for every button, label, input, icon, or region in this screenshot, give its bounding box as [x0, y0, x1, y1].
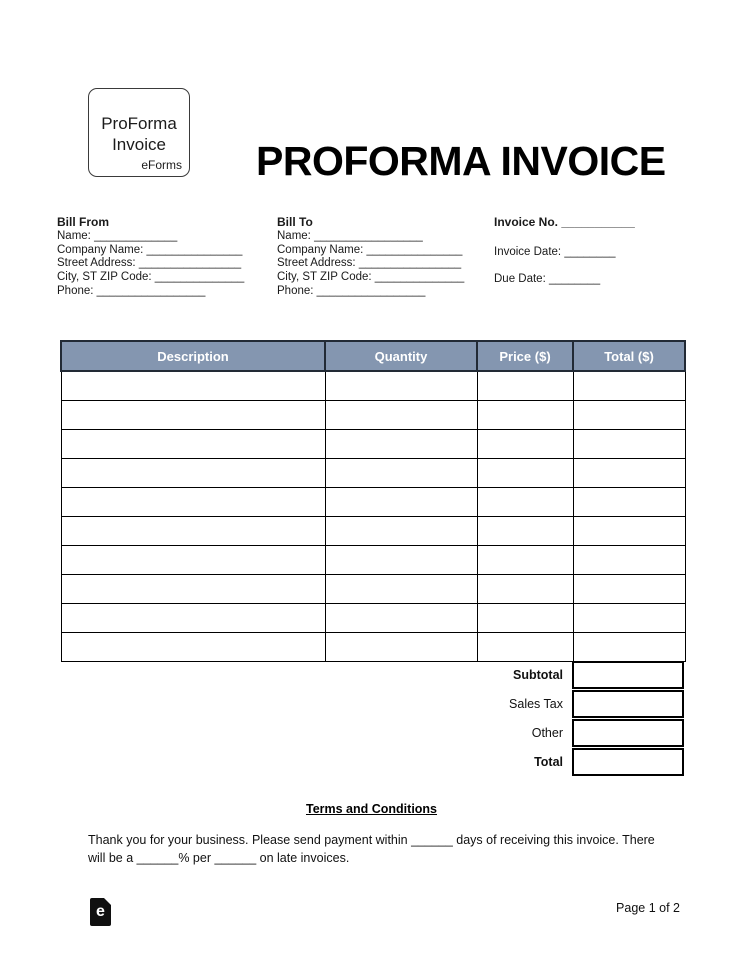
table-row	[61, 574, 685, 603]
bill-to-heading: Bill To	[277, 215, 313, 229]
table-cell-empty	[61, 371, 325, 400]
table-cell-empty	[573, 574, 685, 603]
bill-from-phone-field: Phone: _________________	[57, 284, 206, 297]
page-indicator: Page 1 of 2	[616, 901, 680, 915]
table-cell-empty	[477, 545, 573, 574]
column-header-price: Price ($)	[477, 341, 573, 371]
bill-from-street-field: Street Address: ________________	[57, 257, 242, 270]
sales-tax-row	[60, 690, 684, 718]
table-cell-empty	[61, 574, 325, 603]
table-cell-empty	[61, 400, 325, 429]
terms-heading: Terms and Conditions	[305, 802, 438, 816]
terms-line1: Thank you for your business. Please send payment within ______ days of receiving this invoice. There	[88, 833, 655, 847]
bill-to-phone-field: Phone: _________________	[277, 284, 426, 297]
table-cell-empty	[61, 632, 325, 661]
table-cell-empty	[61, 516, 325, 545]
page-title: PROFORMA INVOICE	[256, 138, 666, 184]
column-header-total: Total ($)	[573, 341, 685, 371]
table-cell-empty	[573, 429, 685, 458]
table-cell-empty	[477, 574, 573, 603]
table-cell-empty	[325, 632, 477, 661]
logo-brand-name: eForms	[141, 158, 182, 172]
table-cell-empty	[61, 603, 325, 632]
table-cell-empty	[477, 400, 573, 429]
bill-to-city-field: City, ST ZIP Code: ______________	[277, 271, 465, 284]
table-cell-empty	[573, 632, 685, 661]
line-items-table	[60, 340, 686, 662]
table-row	[61, 371, 685, 400]
terms-body	[88, 831, 668, 867]
table-row	[61, 458, 685, 487]
bill-to-street-field: Street Address: ________________	[277, 257, 462, 270]
table-cell-empty	[573, 545, 685, 574]
table-row	[61, 516, 685, 545]
eforms-icon-letter: e	[96, 903, 105, 920]
table-cell-empty	[325, 545, 477, 574]
table-cell-empty	[325, 371, 477, 400]
bill-from-city-field: City, ST ZIP Code: ______________	[57, 271, 245, 284]
table-row	[61, 632, 685, 661]
table-cell-empty	[477, 371, 573, 400]
table-cell-empty	[573, 371, 685, 400]
due-date-field: Due Date: ________	[494, 272, 601, 285]
table-cell-empty	[325, 400, 477, 429]
terms-line2: will be a ______% per ______ on late invoices.	[88, 851, 350, 865]
table-cell-empty	[573, 516, 685, 545]
table-cell-empty	[61, 487, 325, 516]
table-row	[61, 545, 685, 574]
bill-to-section	[277, 216, 492, 299]
table-cell-empty	[477, 603, 573, 632]
table-cell-empty	[477, 458, 573, 487]
table-cell-empty	[61, 429, 325, 458]
table-cell-empty	[325, 429, 477, 458]
logo-text	[89, 113, 189, 155]
invoice-date-field: Invoice Date: ________	[494, 245, 616, 258]
bill-to-company-field: Company Name: _______________	[277, 243, 463, 256]
other-label: Other	[531, 726, 563, 740]
eforms-document-icon	[90, 898, 111, 926]
table-cell-empty	[61, 458, 325, 487]
table-row	[61, 603, 685, 632]
invoice-number-field: Invoice No. ___________	[494, 215, 635, 229]
table-row	[61, 487, 685, 516]
subtotal-label: Subtotal	[513, 668, 563, 682]
sales-tax-label: Sales Tax	[509, 697, 563, 711]
other-row	[60, 719, 684, 747]
subtotal-value-box	[572, 661, 684, 689]
table-cell-empty	[61, 545, 325, 574]
total-label: Total	[534, 755, 563, 769]
column-header-description: Description	[61, 341, 325, 371]
invoice-meta-section	[494, 216, 694, 286]
table-row	[61, 429, 685, 458]
sales-tax-value-box	[572, 690, 684, 718]
eforms-logo-box	[88, 88, 190, 177]
table-cell-empty	[325, 487, 477, 516]
column-header-quantity: Quantity	[325, 341, 477, 371]
logo-line1: ProForma	[101, 114, 177, 133]
total-row	[60, 748, 684, 776]
bill-from-name-field: Name: _____________	[57, 229, 178, 242]
table-cell-empty	[573, 400, 685, 429]
table-cell-empty	[325, 458, 477, 487]
table-cell-empty	[477, 429, 573, 458]
logo-line2: Invoice	[112, 135, 166, 154]
table-cell-empty	[325, 603, 477, 632]
table-cell-empty	[477, 516, 573, 545]
totals-summary	[60, 661, 684, 777]
bill-to-name-field: Name: _________________	[277, 229, 423, 242]
table-header-row	[61, 341, 685, 371]
table-cell-empty	[325, 574, 477, 603]
bill-from-heading: Bill From	[57, 215, 110, 229]
table-cell-empty	[573, 487, 685, 516]
table-row	[61, 400, 685, 429]
table-cell-empty	[573, 458, 685, 487]
bill-from-section	[57, 216, 272, 299]
table-cell-empty	[477, 632, 573, 661]
subtotal-row	[60, 661, 684, 689]
bill-from-company-field: Company Name: _______________	[57, 243, 243, 256]
invoice-table-body	[61, 371, 685, 661]
other-value-box	[572, 719, 684, 747]
table-cell-empty	[573, 603, 685, 632]
total-value-box	[572, 748, 684, 776]
table-cell-empty	[325, 516, 477, 545]
table-cell-empty	[477, 487, 573, 516]
